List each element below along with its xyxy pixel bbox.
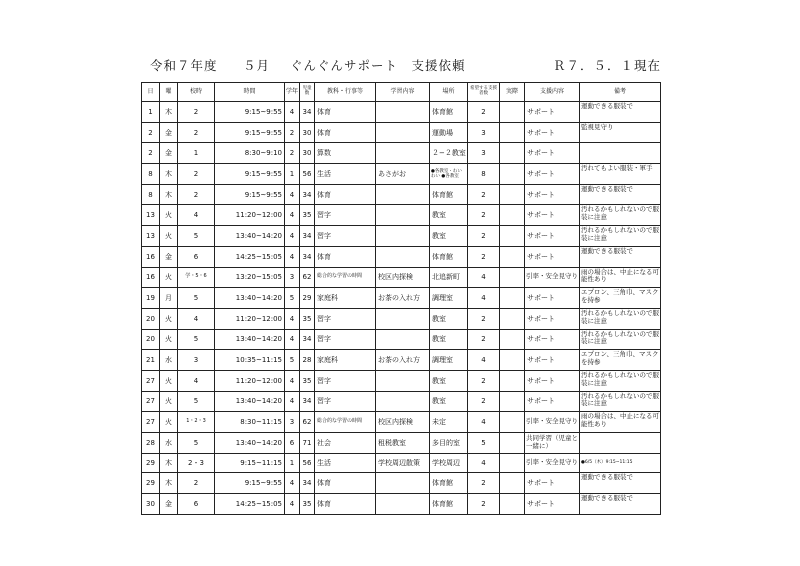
cell-day: 20 <box>142 308 160 329</box>
cell-day: 20 <box>142 329 160 350</box>
cell-actual <box>500 288 525 309</box>
cell-place: 調理室 <box>430 350 468 371</box>
cell-content: 学校周辺散策 <box>376 453 430 473</box>
cell-time: 13:40~14:20 <box>215 288 285 309</box>
cell-support: 引率・安全見守り <box>525 267 580 288</box>
table-row <box>142 246 661 267</box>
cell-note: 運動できる服装で <box>580 473 661 494</box>
cell-subject: 家庭科 <box>315 288 376 309</box>
cell-support: サポート <box>525 329 580 350</box>
cell-day: 29 <box>142 473 160 494</box>
cell-actual <box>500 494 525 515</box>
cell-grade: 1 <box>285 453 300 473</box>
cell-period: 4 <box>178 205 215 226</box>
cell-want: 2 <box>468 102 500 123</box>
cell-subject: 習字 <box>315 308 376 329</box>
cell-period: 2 <box>178 473 215 494</box>
cell-content: あさがお <box>376 164 430 185</box>
cell-subject: 算数 <box>315 143 376 164</box>
cell-support: 引率・安全見守り <box>525 453 580 473</box>
cell-note: 汚れるかもしれないので服装に注意 <box>580 308 661 329</box>
cell-grade: 4 <box>285 205 300 226</box>
cell-count: 35 <box>300 494 315 515</box>
cell-note: 汚れるかもしれないので服装に注意 <box>580 226 661 247</box>
cell-dow: 火 <box>160 226 178 247</box>
cell-want: 4 <box>468 453 500 473</box>
table-row <box>142 267 661 288</box>
table-row <box>142 308 661 329</box>
col-dow: 曜 <box>160 83 178 102</box>
cell-subject: 家庭科 <box>315 350 376 371</box>
cell-subject: 体育 <box>315 102 376 123</box>
cell-actual <box>500 246 525 267</box>
cell-period: 1・2・3 <box>178 412 215 433</box>
cell-support: サポート <box>525 102 580 123</box>
cell-day: 8 <box>142 184 160 205</box>
as-of-date: Ｒ７．５．１現在 <box>553 58 662 73</box>
cell-place: 調理室 <box>430 288 468 309</box>
cell-period: 1 <box>178 143 215 164</box>
cell-time: 11:20~12:00 <box>215 205 285 226</box>
table-row <box>142 226 661 247</box>
cell-time: 9:15~9:55 <box>215 184 285 205</box>
table-row <box>142 102 661 123</box>
cell-place: 学校周辺 <box>430 453 468 473</box>
table-row <box>142 184 661 205</box>
cell-want: 4 <box>468 412 500 433</box>
cell-grade: 4 <box>285 308 300 329</box>
cell-subject: 習字 <box>315 226 376 247</box>
cell-grade: 5 <box>285 350 300 371</box>
cell-want: 2 <box>468 308 500 329</box>
cell-time: 8:30~11:15 <box>215 412 285 433</box>
cell-place: 教室 <box>430 205 468 226</box>
cell-content <box>376 473 430 494</box>
cell-actual <box>500 205 525 226</box>
cell-grade: 5 <box>285 288 300 309</box>
table-row <box>142 329 661 350</box>
cell-want: 2 <box>468 205 500 226</box>
cell-support: サポート <box>525 205 580 226</box>
table-header-row <box>142 83 661 102</box>
cell-place: 教室 <box>430 370 468 391</box>
cell-grade: 6 <box>285 433 300 454</box>
cell-place: 体育館 <box>430 473 468 494</box>
cell-period: 3 <box>178 350 215 371</box>
cell-time: 13:40~14:20 <box>215 226 285 247</box>
cell-subject: 生活 <box>315 453 376 473</box>
col-count: 児童数 <box>300 83 315 102</box>
cell-place: 教室 <box>430 391 468 412</box>
cell-dow: 木 <box>160 453 178 473</box>
cell-note: 運動できる服装で <box>580 246 661 267</box>
cell-support: 共同学習（児童と一緒に） <box>525 433 580 454</box>
cell-day: 27 <box>142 370 160 391</box>
cell-content <box>376 226 430 247</box>
cell-dow: 金 <box>160 122 178 143</box>
cell-count: 34 <box>300 246 315 267</box>
cell-dow: 火 <box>160 329 178 350</box>
cell-subject: 総合的な学習の時間 <box>315 267 376 288</box>
cell-actual <box>500 473 525 494</box>
cell-place: 体育館 <box>430 494 468 515</box>
cell-count: 56 <box>300 164 315 185</box>
cell-actual <box>500 122 525 143</box>
cell-count: 62 <box>300 267 315 288</box>
col-want: 希望する支援者数 <box>468 83 500 102</box>
cell-want: 8 <box>468 164 500 185</box>
cell-note <box>580 143 661 164</box>
cell-period: 5 <box>178 433 215 454</box>
cell-dow: 水 <box>160 350 178 371</box>
cell-want: 2 <box>468 473 500 494</box>
cell-grade: 2 <box>285 122 300 143</box>
cell-note: 汚れてもよい服装・軍手 <box>580 164 661 185</box>
cell-content <box>376 494 430 515</box>
cell-want: 2 <box>468 494 500 515</box>
cell-place: 教室 <box>430 329 468 350</box>
cell-count: 34 <box>300 184 315 205</box>
cell-dow: 月 <box>160 288 178 309</box>
cell-want: 2 <box>468 329 500 350</box>
cell-want: 4 <box>468 267 500 288</box>
cell-support: サポート <box>525 473 580 494</box>
cell-period: 5 <box>178 226 215 247</box>
cell-want: 5 <box>468 433 500 454</box>
cell-grade: 3 <box>285 412 300 433</box>
cell-dow: 木 <box>160 184 178 205</box>
cell-grade: 4 <box>285 370 300 391</box>
cell-note: 汚れるかもしれないので服装に注意 <box>580 391 661 412</box>
cell-place: 運動場 <box>430 122 468 143</box>
cell-note: 運動できる服装で <box>580 494 661 515</box>
cell-actual <box>500 102 525 123</box>
cell-day: 16 <box>142 267 160 288</box>
cell-actual <box>500 164 525 185</box>
cell-period: 4 <box>178 370 215 391</box>
cell-dow: 木 <box>160 102 178 123</box>
cell-content <box>376 370 430 391</box>
cell-count: 71 <box>300 433 315 454</box>
cell-place: ２−２教室 <box>430 143 468 164</box>
cell-place: 未定 <box>430 412 468 433</box>
support-request-table <box>141 82 661 515</box>
cell-grade: 2 <box>285 143 300 164</box>
cell-grade: 4 <box>285 391 300 412</box>
cell-dow: 水 <box>160 433 178 454</box>
cell-time: 13:20~15:05 <box>215 267 285 288</box>
cell-subject: 習字 <box>315 391 376 412</box>
cell-actual <box>500 184 525 205</box>
cell-count: 35 <box>300 205 315 226</box>
cell-place: 体育館 <box>430 102 468 123</box>
cell-content: 校区内探検 <box>376 412 430 433</box>
cell-subject: 習字 <box>315 329 376 350</box>
table-row <box>142 473 661 494</box>
cell-dow: 火 <box>160 370 178 391</box>
cell-want: 4 <box>468 288 500 309</box>
cell-count: 30 <box>300 143 315 164</box>
cell-count: 34 <box>300 329 315 350</box>
cell-content: 校区内探検 <box>376 267 430 288</box>
cell-actual <box>500 329 525 350</box>
cell-count: 29 <box>300 288 315 309</box>
cell-note: ●6/5（木）9:15~11:15 <box>580 453 661 473</box>
cell-count: 62 <box>300 412 315 433</box>
cell-actual <box>500 433 525 454</box>
cell-count: 56 <box>300 453 315 473</box>
cell-subject: 習字 <box>315 370 376 391</box>
cell-note: 運動できる服装で <box>580 184 661 205</box>
table-row <box>142 370 661 391</box>
cell-support: サポート <box>525 288 580 309</box>
cell-grade: 4 <box>285 184 300 205</box>
cell-support: サポート <box>525 122 580 143</box>
cell-dow: 火 <box>160 412 178 433</box>
cell-period: 2 <box>178 122 215 143</box>
cell-day: 8 <box>142 164 160 185</box>
cell-want: 3 <box>468 143 500 164</box>
table-row <box>142 288 661 309</box>
cell-dow: 火 <box>160 205 178 226</box>
col-grade: 学年 <box>285 83 300 102</box>
cell-subject: 体育 <box>315 184 376 205</box>
cell-want: 2 <box>468 246 500 267</box>
cell-content: お茶の入れ方 <box>376 350 430 371</box>
cell-period: 6 <box>178 494 215 515</box>
cell-support: サポート <box>525 226 580 247</box>
cell-period: 5 <box>178 391 215 412</box>
cell-time: 10:35~11:15 <box>215 350 285 371</box>
cell-note: 雨の場合は、中止になる可能性あり <box>580 267 661 288</box>
table-row <box>142 164 661 185</box>
cell-time: 14:25~15:05 <box>215 494 285 515</box>
cell-place: ●各教室・わいわい ●各教室 <box>430 164 468 185</box>
cell-support: サポート <box>525 143 580 164</box>
cell-dow: 火 <box>160 308 178 329</box>
table-row <box>142 453 661 473</box>
cell-day: 30 <box>142 494 160 515</box>
cell-subject: 総合的な学習の時間 <box>315 412 376 433</box>
cell-subject: 社会 <box>315 433 376 454</box>
cell-time: 9:15~9:55 <box>215 164 285 185</box>
cell-subject: 体育 <box>315 473 376 494</box>
cell-want: 3 <box>468 122 500 143</box>
cell-content <box>376 102 430 123</box>
cell-dow: 金 <box>160 143 178 164</box>
cell-note: 汚れるかもしれないので服装に注意 <box>580 205 661 226</box>
cell-count: 35 <box>300 370 315 391</box>
cell-note: 汚れるかもしれないので服装に注意 <box>580 329 661 350</box>
table-row <box>142 412 661 433</box>
col-place: 場所 <box>430 83 468 102</box>
cell-content <box>376 391 430 412</box>
cell-time: 13:40~14:20 <box>215 329 285 350</box>
cell-actual <box>500 226 525 247</box>
cell-want: 2 <box>468 226 500 247</box>
table-row <box>142 494 661 515</box>
cell-day: 2 <box>142 122 160 143</box>
cell-actual <box>500 308 525 329</box>
table-row <box>142 391 661 412</box>
cell-period: 5 <box>178 288 215 309</box>
cell-subject: 生活 <box>315 164 376 185</box>
cell-grade: 4 <box>285 226 300 247</box>
col-actual: 実際 <box>500 83 525 102</box>
cell-support: 引率・安全見守り <box>525 412 580 433</box>
cell-note: 汚れるかもしれないので服装に注意 <box>580 370 661 391</box>
page-title: ぐんぐんサポート 支援依頼 <box>290 58 466 73</box>
cell-place: 教室 <box>430 308 468 329</box>
cell-day: 16 <box>142 246 160 267</box>
cell-dow: 火 <box>160 391 178 412</box>
cell-period: 2 <box>178 102 215 123</box>
cell-grade: 1 <box>285 164 300 185</box>
cell-content <box>376 246 430 267</box>
month: ５月 <box>243 58 271 73</box>
cell-grade: 4 <box>285 494 300 515</box>
cell-content <box>376 308 430 329</box>
cell-support: サポート <box>525 391 580 412</box>
cell-want: 2 <box>468 391 500 412</box>
cell-actual <box>500 412 525 433</box>
fiscal-year: 令和７年度 <box>150 58 218 73</box>
cell-note: 運動できる服装で <box>580 102 661 123</box>
cell-time: 14:25~15:05 <box>215 246 285 267</box>
cell-support: サポート <box>525 246 580 267</box>
table-row <box>142 143 661 164</box>
col-period: 校時 <box>178 83 215 102</box>
cell-count: 34 <box>300 102 315 123</box>
cell-day: 19 <box>142 288 160 309</box>
cell-support: サポート <box>525 370 580 391</box>
cell-dow: 金 <box>160 246 178 267</box>
cell-note: エプロン、三角巾、マスクを持参 <box>580 350 661 371</box>
table-row <box>142 350 661 371</box>
col-content: 学習内容 <box>376 83 430 102</box>
cell-actual <box>500 453 525 473</box>
cell-count: 30 <box>300 122 315 143</box>
cell-count: 34 <box>300 226 315 247</box>
cell-dow: 木 <box>160 164 178 185</box>
cell-content <box>376 329 430 350</box>
col-day: 日 <box>142 83 160 102</box>
cell-support: サポート <box>525 350 580 371</box>
cell-content <box>376 184 430 205</box>
cell-note <box>580 433 661 454</box>
cell-place: 多目的室 <box>430 433 468 454</box>
col-note: 備考 <box>580 83 661 102</box>
cell-period: 2・3 <box>178 453 215 473</box>
cell-dow: 火 <box>160 267 178 288</box>
cell-grade: 4 <box>285 246 300 267</box>
cell-subject: 体育 <box>315 122 376 143</box>
cell-note: 雨の場合は、中止になる可能性あり <box>580 412 661 433</box>
col-support: 支援内容 <box>525 83 580 102</box>
cell-period: 2 <box>178 164 215 185</box>
cell-time: 11:20~12:00 <box>215 370 285 391</box>
cell-day: 29 <box>142 453 160 473</box>
cell-day: 13 <box>142 205 160 226</box>
cell-subject: 体育 <box>315 494 376 515</box>
col-subject: 教科・行事等 <box>315 83 376 102</box>
cell-actual <box>500 391 525 412</box>
cell-period: 学・5・6 <box>178 267 215 288</box>
cell-place: 体育館 <box>430 246 468 267</box>
cell-time: 13:40~14:20 <box>215 391 285 412</box>
cell-support: サポート <box>525 184 580 205</box>
cell-actual <box>500 267 525 288</box>
cell-day: 21 <box>142 350 160 371</box>
cell-time: 9:15~11:15 <box>215 453 285 473</box>
cell-day: 13 <box>142 226 160 247</box>
cell-time: 9:15~9:55 <box>215 102 285 123</box>
cell-grade: 4 <box>285 473 300 494</box>
cell-time: 9:15~9:55 <box>215 473 285 494</box>
cell-day: 28 <box>142 433 160 454</box>
cell-period: 6 <box>178 246 215 267</box>
cell-content <box>376 122 430 143</box>
cell-actual <box>500 143 525 164</box>
cell-time: 8:30~9:10 <box>215 143 285 164</box>
table-row <box>142 122 661 143</box>
cell-period: 5 <box>178 329 215 350</box>
cell-grade: 4 <box>285 329 300 350</box>
cell-place: 教室 <box>430 226 468 247</box>
cell-dow: 木 <box>160 473 178 494</box>
cell-support: サポート <box>525 494 580 515</box>
cell-day: 2 <box>142 143 160 164</box>
cell-want: 4 <box>468 350 500 371</box>
cell-grade: 3 <box>285 267 300 288</box>
cell-time: 11:20~12:00 <box>215 308 285 329</box>
col-time: 時間 <box>215 83 285 102</box>
cell-content: 租税教室 <box>376 433 430 454</box>
cell-subject: 体育 <box>315 246 376 267</box>
cell-period: 2 <box>178 184 215 205</box>
cell-content <box>376 143 430 164</box>
cell-grade: 4 <box>285 102 300 123</box>
cell-day: 1 <box>142 102 160 123</box>
cell-count: 34 <box>300 391 315 412</box>
cell-dow: 金 <box>160 494 178 515</box>
cell-period: 4 <box>178 308 215 329</box>
cell-day: 27 <box>142 391 160 412</box>
cell-note: 監視見守り <box>580 122 661 143</box>
cell-subject: 習字 <box>315 205 376 226</box>
cell-content <box>376 205 430 226</box>
cell-count: 34 <box>300 473 315 494</box>
table-row <box>142 205 661 226</box>
cell-actual <box>500 370 525 391</box>
cell-day: 27 <box>142 412 160 433</box>
cell-time: 9:15~9:55 <box>215 122 285 143</box>
cell-want: 2 <box>468 184 500 205</box>
cell-count: 28 <box>300 350 315 371</box>
cell-support: サポート <box>525 308 580 329</box>
cell-content: お茶の入れ方 <box>376 288 430 309</box>
table-row <box>142 433 661 454</box>
cell-time: 13:40~14:20 <box>215 433 285 454</box>
cell-note: エプロン、三角巾、マスクを持参 <box>580 288 661 309</box>
cell-count: 35 <box>300 308 315 329</box>
cell-support: サポート <box>525 164 580 185</box>
cell-place: 北追新町 <box>430 267 468 288</box>
cell-place: 体育館 <box>430 184 468 205</box>
cell-want: 2 <box>468 370 500 391</box>
cell-actual <box>500 350 525 371</box>
